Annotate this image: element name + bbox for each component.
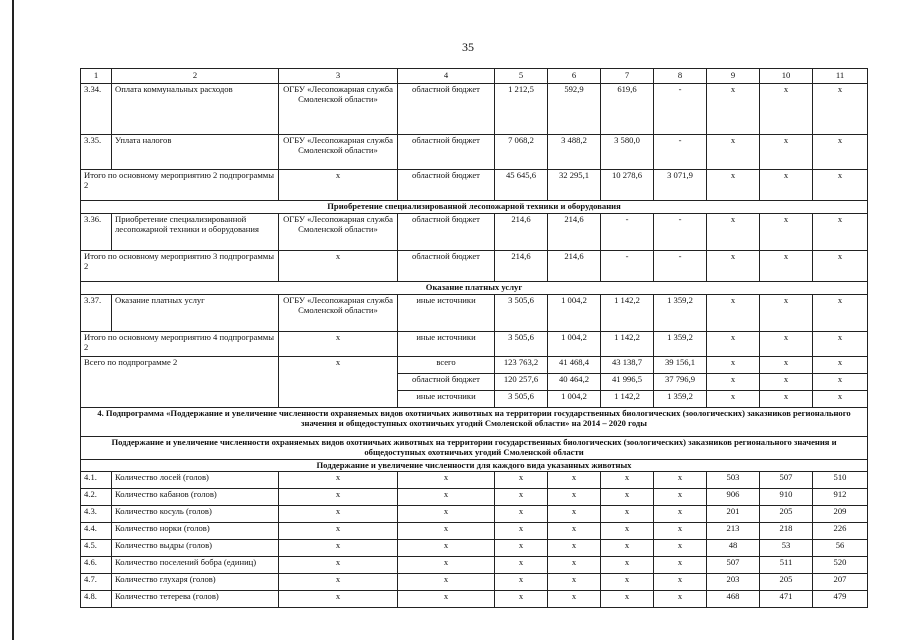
empty-mark-cell: х <box>654 557 707 574</box>
table-row <box>81 557 868 574</box>
empty-mark-cell: х <box>548 489 601 506</box>
value-cell-v9: х <box>707 390 760 407</box>
item-name-cell: Количество лосей (голов) <box>112 472 279 489</box>
value-cell-v11: 207 <box>813 574 868 591</box>
total-row <box>81 170 868 201</box>
empty-mark-cell: х <box>601 489 654 506</box>
table-row <box>81 135 868 170</box>
value-cell-v9: 468 <box>707 591 760 608</box>
empty-mark-cell: х <box>279 574 398 591</box>
item-name-cell: Количество тетерева (голов) <box>112 591 279 608</box>
value-cell-v7: 1 142,2 <box>601 390 654 407</box>
value-cell-v11: х <box>813 356 868 373</box>
column-number-cell: 1 <box>81 69 112 84</box>
value-cell-v9: 213 <box>707 523 760 540</box>
row-number-cell: 4.1. <box>81 472 112 489</box>
value-cell-v11: х <box>813 213 868 250</box>
row-number-cell: 4.4. <box>81 523 112 540</box>
empty-mark-cell: х <box>398 574 495 591</box>
value-cell-v10: 511 <box>760 557 813 574</box>
value-cell-v10: 205 <box>760 574 813 591</box>
page-number: 35 <box>462 40 474 54</box>
funding-source-cell: областной бюджет <box>398 213 495 250</box>
empty-mark-cell: х <box>548 506 601 523</box>
value-cell-v10: х <box>760 213 813 250</box>
empty-mark-cell: х <box>495 472 548 489</box>
empty-mark-cell: х <box>495 523 548 540</box>
column-number-cell: 4 <box>398 69 495 84</box>
item-name-cell: Оплата коммунальных расходов <box>112 84 279 135</box>
empty-mark-cell: х <box>601 591 654 608</box>
value-cell-v6: 40 464,2 <box>548 373 601 390</box>
value-cell-v7: 41 996,5 <box>601 373 654 390</box>
value-cell-v11: х <box>813 250 868 281</box>
value-cell-v9: х <box>707 356 760 373</box>
value-cell-v11: х <box>813 373 868 390</box>
value-cell-v6: 1 004,2 <box>548 331 601 356</box>
value-cell-v11: х <box>813 294 868 331</box>
funding-source-cell: всего <box>398 356 495 373</box>
funding-source-cell: областной бюджет <box>398 250 495 281</box>
column-number-cell: 11 <box>813 69 868 84</box>
empty-mark-cell: х <box>495 557 548 574</box>
value-cell-v9: х <box>707 250 760 281</box>
value-cell-v10: х <box>760 135 813 170</box>
table-row <box>81 84 868 135</box>
item-name-cell: Оказание платных услуг <box>112 294 279 331</box>
value-cell-v7: - <box>601 213 654 250</box>
value-cell-v11: 520 <box>813 557 868 574</box>
empty-mark-cell: х <box>398 506 495 523</box>
value-cell-v10: 910 <box>760 489 813 506</box>
executor-cell: х <box>279 356 398 407</box>
value-cell-v9: х <box>707 331 760 356</box>
subprogram-task-cell: Поддержание и увеличение численности для каждого вида указанных животных <box>81 459 868 472</box>
value-cell-v6: 1 004,2 <box>548 294 601 331</box>
value-cell-v11: 226 <box>813 523 868 540</box>
value-cell-v9: х <box>707 213 760 250</box>
empty-mark-cell: х <box>548 472 601 489</box>
value-cell-v9: х <box>707 373 760 390</box>
value-cell-v6: 41 468,4 <box>548 356 601 373</box>
value-cell-v11: 912 <box>813 489 868 506</box>
empty-mark-cell: х <box>601 574 654 591</box>
value-cell-v11: х <box>813 331 868 356</box>
executor-cell: х <box>279 250 398 281</box>
item-name-cell: Приобретение специализированной лесопожарной техники и оборудования <box>112 213 279 250</box>
item-name-cell: Уплата налогов <box>112 135 279 170</box>
value-cell-v10: 507 <box>760 472 813 489</box>
value-cell-v8: 3 071,9 <box>654 170 707 201</box>
empty-mark-cell: х <box>495 591 548 608</box>
funding-source-cell: иные источники <box>398 390 495 407</box>
value-cell-v6: 32 295,1 <box>548 170 601 201</box>
funding-source-cell: областной бюджет <box>398 373 495 390</box>
value-cell-v11: 209 <box>813 506 868 523</box>
value-cell-v11: 56 <box>813 540 868 557</box>
empty-mark-cell: х <box>398 540 495 557</box>
value-cell-v7: 619,6 <box>601 84 654 135</box>
value-cell-v8: - <box>654 84 707 135</box>
empty-mark-cell: х <box>398 472 495 489</box>
value-cell-v11: х <box>813 84 868 135</box>
value-cell-v10: 205 <box>760 506 813 523</box>
empty-mark-cell: х <box>279 540 398 557</box>
value-cell-v7: - <box>601 250 654 281</box>
value-cell-v6: 214,6 <box>548 213 601 250</box>
row-number-cell: 4.3. <box>81 506 112 523</box>
value-cell-v6: 1 004,2 <box>548 390 601 407</box>
value-cell-v5: 214,6 <box>495 213 548 250</box>
value-cell-v11: 479 <box>813 591 868 608</box>
section-heading-cell: Оказание платных услуг <box>81 281 868 294</box>
value-cell-v8: 1 359,2 <box>654 390 707 407</box>
value-cell-v11: х <box>813 390 868 407</box>
empty-mark-cell: х <box>601 472 654 489</box>
subprogram-goal-cell: Поддержание и увеличение численности охраняемых видов охотничьих животных на территории государственных биологических (зоологических) заказников регионального значения и общедоступных охотничьих угодий Смоленской области <box>81 436 868 459</box>
value-cell-v10: х <box>760 170 813 201</box>
empty-mark-cell: х <box>279 557 398 574</box>
empty-mark-cell: х <box>601 506 654 523</box>
column-number-cell: 6 <box>548 69 601 84</box>
empty-mark-cell: х <box>654 591 707 608</box>
row-number-cell: 4.5. <box>81 540 112 557</box>
value-cell-v5: 45 645,6 <box>495 170 548 201</box>
row-number-cell: 4.2. <box>81 489 112 506</box>
value-cell-v6: 214,6 <box>548 250 601 281</box>
value-cell-v7: 1 142,2 <box>601 294 654 331</box>
table-row <box>81 489 868 506</box>
value-cell-v5: 7 068,2 <box>495 135 548 170</box>
empty-mark-cell: х <box>398 557 495 574</box>
subprogram-title-row <box>81 407 868 436</box>
grand-total-row <box>81 356 868 373</box>
value-cell-v9: 201 <box>707 506 760 523</box>
empty-mark-cell: х <box>495 489 548 506</box>
empty-mark-cell: х <box>398 489 495 506</box>
empty-mark-cell: х <box>654 472 707 489</box>
value-cell-v5: 120 257,6 <box>495 373 548 390</box>
table-row <box>81 540 868 557</box>
empty-mark-cell: х <box>601 540 654 557</box>
value-cell-v8: - <box>654 213 707 250</box>
value-cell-v8: 37 796,9 <box>654 373 707 390</box>
grand-total-label-cell: Всего по подпрограмме 2 <box>81 356 279 407</box>
total-label-cell: Итого по основному мероприятию 3 подпрограммы 2 <box>81 250 279 281</box>
table-row <box>81 574 868 591</box>
value-cell-v10: 471 <box>760 591 813 608</box>
value-cell-v8: 1 359,2 <box>654 294 707 331</box>
value-cell-v5: 1 212,5 <box>495 84 548 135</box>
value-cell-v10: х <box>760 390 813 407</box>
value-cell-v9: 507 <box>707 557 760 574</box>
column-number-cell: 7 <box>601 69 654 84</box>
value-cell-v9: х <box>707 135 760 170</box>
table-row <box>81 591 868 608</box>
value-cell-v5: 3 505,6 <box>495 294 548 331</box>
item-name-cell: Количество косуль (голов) <box>112 506 279 523</box>
value-cell-v9: 503 <box>707 472 760 489</box>
value-cell-v9: х <box>707 294 760 331</box>
empty-mark-cell: х <box>279 472 398 489</box>
total-label-cell: Итого по основному мероприятию 4 подпрограммы 2 <box>81 331 279 356</box>
value-cell-v10: х <box>760 373 813 390</box>
empty-mark-cell: х <box>654 489 707 506</box>
empty-mark-cell: х <box>495 506 548 523</box>
value-cell-v9: 203 <box>707 574 760 591</box>
executor-cell: х <box>279 170 398 201</box>
empty-mark-cell: х <box>279 506 398 523</box>
empty-mark-cell: х <box>495 574 548 591</box>
value-cell-v10: 218 <box>760 523 813 540</box>
value-cell-v11: 510 <box>813 472 868 489</box>
empty-mark-cell: х <box>398 523 495 540</box>
column-number-cell: 9 <box>707 69 760 84</box>
executor-cell: ОГБУ «Лесопожарная служба Смоленской области» <box>279 84 398 135</box>
value-cell-v7: 3 580,0 <box>601 135 654 170</box>
row-number-cell: 3.36. <box>81 213 112 250</box>
empty-mark-cell: х <box>654 506 707 523</box>
executor-cell: ОГБУ «Лесопожарная служба Смоленской области» <box>279 294 398 331</box>
item-name-cell: Количество кабанов (голов) <box>112 489 279 506</box>
empty-mark-cell: х <box>548 591 601 608</box>
empty-mark-cell: х <box>279 523 398 540</box>
column-number-cell: 2 <box>112 69 279 84</box>
value-cell-v9: 48 <box>707 540 760 557</box>
total-row <box>81 331 868 356</box>
empty-mark-cell: х <box>548 523 601 540</box>
value-cell-v6: 592,9 <box>548 84 601 135</box>
table-row <box>81 294 868 331</box>
value-cell-v8: 1 359,2 <box>654 331 707 356</box>
section-row <box>81 201 868 214</box>
value-cell-v9: х <box>707 170 760 201</box>
value-cell-v10: 53 <box>760 540 813 557</box>
funding-source-cell: областной бюджет <box>398 84 495 135</box>
executor-cell: х <box>279 331 398 356</box>
empty-mark-cell: х <box>279 489 398 506</box>
value-cell-v9: 906 <box>707 489 760 506</box>
value-cell-v5: 3 505,6 <box>495 331 548 356</box>
value-cell-v10: х <box>760 356 813 373</box>
funding-source-cell: иные источники <box>398 331 495 356</box>
empty-mark-cell: х <box>398 591 495 608</box>
value-cell-v10: х <box>760 294 813 331</box>
subprogram-title-cell: 4. Подпрограмма «Поддержание и увеличение численности охраняемых видов охотничьих животных на территории государственных биологических (зоологических) заказников регионального значения и общедоступных охотничьих угодий Смоленской области» на 2014 – 2020 годы <box>81 407 868 436</box>
table-row <box>81 213 868 250</box>
executor-cell: ОГБУ «Лесопожарная служба Смоленской области» <box>279 135 398 170</box>
subprogram-goal-row <box>81 436 868 459</box>
item-name-cell: Количество глухаря (голов) <box>112 574 279 591</box>
section-heading-cell: Приобретение специализированной лесопожарной техники и оборудования <box>81 201 868 214</box>
empty-mark-cell: х <box>654 540 707 557</box>
empty-mark-cell: х <box>548 557 601 574</box>
value-cell-v5: 214,6 <box>495 250 548 281</box>
item-name-cell: Количество норки (голов) <box>112 523 279 540</box>
row-number-cell: 4.7. <box>81 574 112 591</box>
row-number-cell: 4.8. <box>81 591 112 608</box>
table-row <box>81 523 868 540</box>
value-cell-v8: - <box>654 250 707 281</box>
value-cell-v10: х <box>760 250 813 281</box>
total-row <box>81 250 868 281</box>
item-name-cell: Количество выдры (голов) <box>112 540 279 557</box>
row-number-cell: 3.34. <box>81 84 112 135</box>
value-cell-v7: 10 278,6 <box>601 170 654 201</box>
empty-mark-cell: х <box>279 591 398 608</box>
table-row <box>81 506 868 523</box>
value-cell-v10: х <box>760 84 813 135</box>
table-row <box>81 472 868 489</box>
value-cell-v6: 3 488,2 <box>548 135 601 170</box>
program-table <box>80 68 868 608</box>
value-cell-v5: 3 505,6 <box>495 390 548 407</box>
total-label-cell: Итого по основному мероприятию 2 подпрограммы 2 <box>81 170 279 201</box>
item-name-cell: Количество поселений бобра (единиц) <box>112 557 279 574</box>
row-number-cell: 3.37. <box>81 294 112 331</box>
funding-source-cell: иные источники <box>398 294 495 331</box>
value-cell-v8: 39 156,1 <box>654 356 707 373</box>
value-cell-v11: х <box>813 135 868 170</box>
value-cell-v10: х <box>760 331 813 356</box>
section-row <box>81 281 868 294</box>
empty-mark-cell: х <box>654 523 707 540</box>
empty-mark-cell: х <box>548 574 601 591</box>
column-number-cell: 8 <box>654 69 707 84</box>
empty-mark-cell: х <box>601 523 654 540</box>
row-number-cell: 4.6. <box>81 557 112 574</box>
empty-mark-cell: х <box>495 540 548 557</box>
value-cell-v7: 1 142,2 <box>601 331 654 356</box>
value-cell-v11: х <box>813 170 868 201</box>
page-left-edge <box>12 0 14 640</box>
executor-cell: ОГБУ «Лесопожарная служба Смоленской области» <box>279 213 398 250</box>
column-number-cell: 3 <box>279 69 398 84</box>
funding-source-cell: областной бюджет <box>398 170 495 201</box>
empty-mark-cell: х <box>654 574 707 591</box>
value-cell-v8: - <box>654 135 707 170</box>
subprogram-task-row <box>81 459 868 472</box>
value-cell-v9: х <box>707 84 760 135</box>
empty-mark-cell: х <box>548 540 601 557</box>
value-cell-v7: 43 138,7 <box>601 356 654 373</box>
empty-mark-cell: х <box>601 557 654 574</box>
column-number-cell: 10 <box>760 69 813 84</box>
value-cell-v5: 123 763,2 <box>495 356 548 373</box>
row-number-cell: 3.35. <box>81 135 112 170</box>
header-row <box>81 69 868 84</box>
column-number-cell: 5 <box>495 69 548 84</box>
funding-source-cell: областной бюджет <box>398 135 495 170</box>
